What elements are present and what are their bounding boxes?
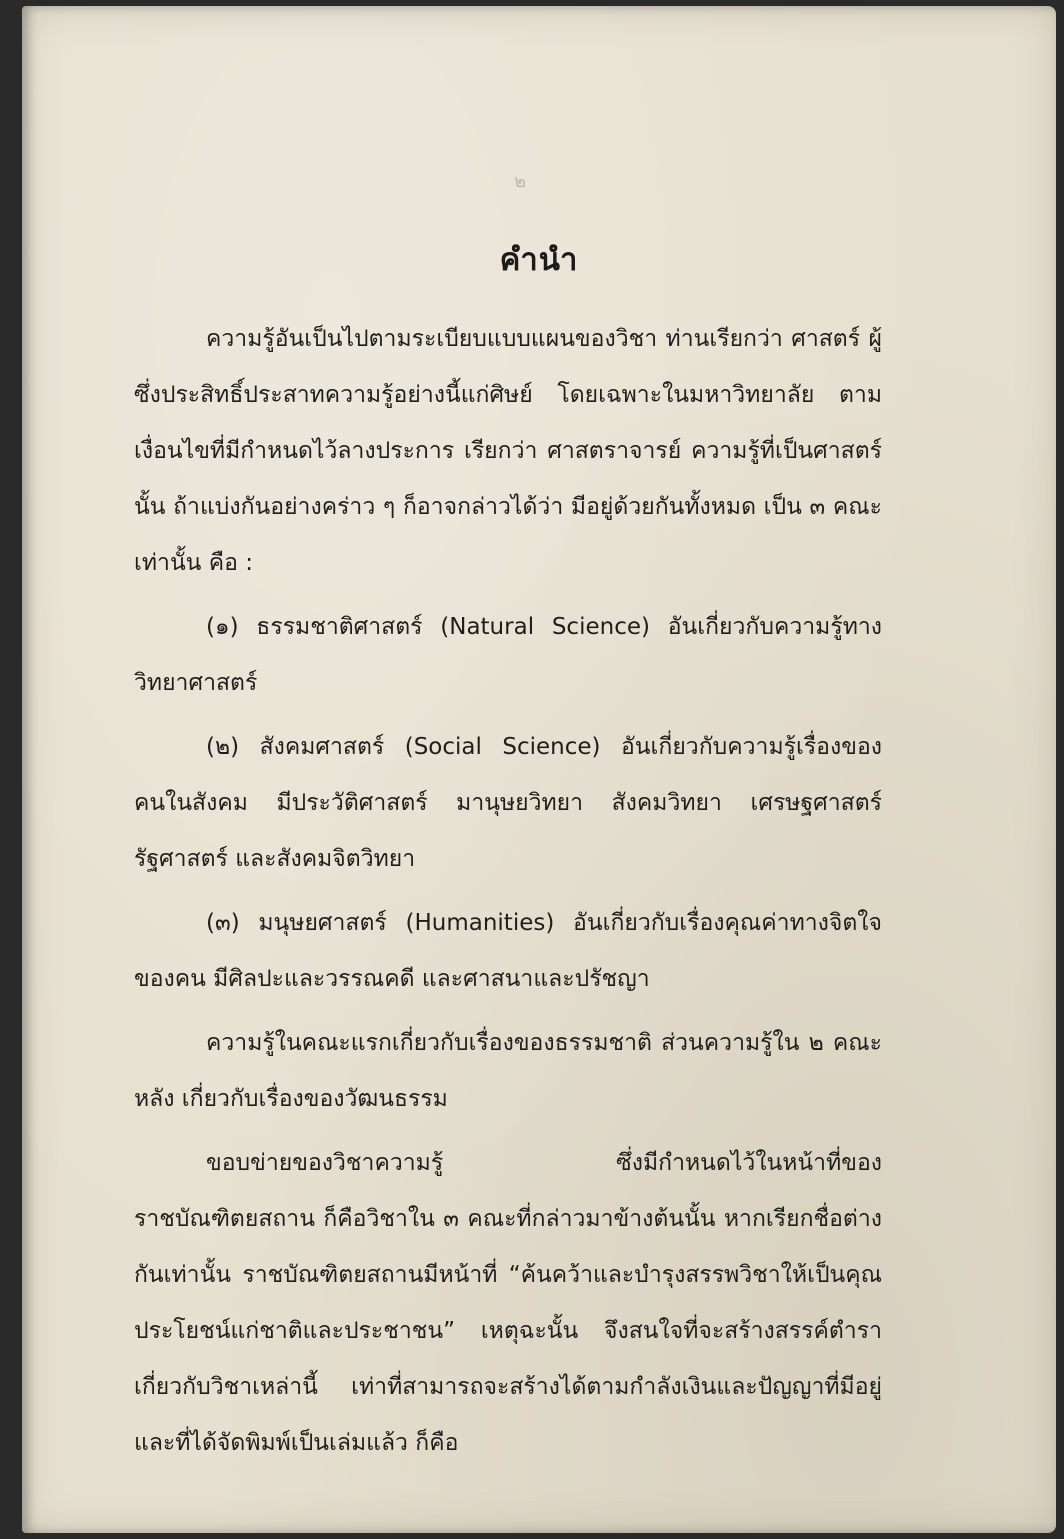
paragraph-knowledge-groups: ความรู้ในคณะแรกเกี่ยวกับเรื่องของธรรมชาติ ส่วนความรู้ใน ๒ คณะหลัง เกี่ยวกับเรื่องของวัฒนธรรม [134,1030,882,1112]
page-body [134,311,882,1473]
page-number: ๒ [514,171,526,192]
page-title: คำนำ [499,242,579,278]
list-item-social-science: (๒) สังคมศาสตร์ (Social Science) อันเกี่ยวกับความรู้เรื่องของคนในสังคม มีประวัติศาสตร์ มานุษยวิทยา สังคมวิทยา เศรษฐศาสตร์ รัฐศาสตร์ และสังคมจิตวิทยา [134,734,882,872]
book-page [22,6,1056,1533]
list-item-humanities: (๓) มนุษยศาสตร์ (Humanities) อันเกี่ยวกับเรื่องคุณค่าทางจิตใจของคน มีศิลปะและวรรณคดี และศาสนาและปรัชญา [134,910,882,992]
intro-paragraph: ความรู้อันเป็นไปตามระเบียบแบบแผนของวิชา ท่านเรียกว่า ศาสตร์ ผู้ซึ่งประสิทธิ์ประสาทความรู้อย่างนี้แก่ศิษย์ โดยเฉพาะในมหาวิทยาลัย ตามเงื่อนไขที่มีกำหนดไว้ลางประการ เรียกว่า ศาสตราจารย์ ความรู้ที่เป็นศาสตร์นั้น ถ้าแบ่งกันอย่างคร่าว ๆ ก็อาจกล่าวได้ว่า มีอยู่ด้วยกันทั้งหมด เป็น ๓ คณะเท่านั้น คือ : [134,326,882,576]
paragraph-royal-institute: ขอบข่ายของวิชาความรู้ ซึ่งมีกำหนดไว้ในหน้าที่ของราชบัณฑิตยสถาน ก็คือวิชาใน ๓ คณะที่กล่าวมาข้างต้นนั้น หากเรียกชื่อต่างกันเท่านั้น ราชบัณฑิตยสถานมีหน้าที่ “ค้นคว้าและบำรุงสรรพวิชาให้เป็นคุณประโยชน์แก่ชาติและประชาชน” เหตุฉะนั้น จึงสนใจที่จะสร้างสรรค์ตำราเกี่ยวกับวิชาเหล่านี้ เท่าที่สามารถจะสร้างได้ตามกำลังเงินและปัญญาที่มีอยู่ และที่ได้จัดพิมพ์เป็นเล่มแล้ว ก็คือ [134,1150,882,1456]
list-item-natural-science: (๑) ธรรมชาติศาสตร์ (Natural Science) อันเกี่ยวกับความรู้ทางวิทยาศาสตร์ [134,614,882,696]
